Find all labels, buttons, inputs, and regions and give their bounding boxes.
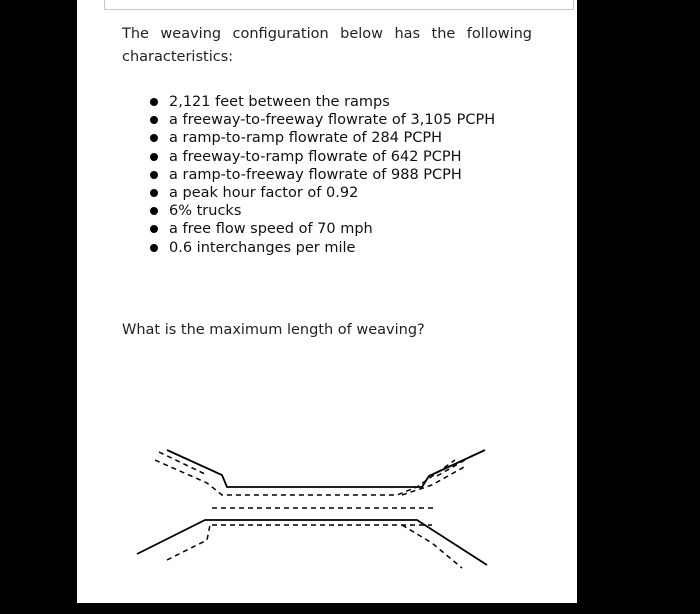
lower-left-dashed-line [167, 525, 210, 560]
intro-text: The weaving configuration below has the following characteristics: [122, 26, 532, 65]
bullet-icon [150, 225, 158, 233]
list-item: a peak hour factor of 0.92 [169, 184, 495, 202]
bullet-icon [150, 98, 158, 106]
upper-far-left-dashed-line [159, 452, 205, 474]
previous-content-box [104, 0, 574, 10]
document-page [77, 0, 577, 603]
bullet-icon [150, 116, 158, 124]
question-text: What is the maximum length of weaving? [122, 322, 425, 338]
list-item: a freeway-to-ramp flowrate of 642 PCPH [169, 148, 495, 166]
list-item: 2,121 feet between the ramps [169, 93, 495, 111]
list-item: a ramp-to-freeway flowrate of 988 PCPH [169, 166, 495, 184]
list-item: a free flow speed of 70 mph [169, 220, 495, 238]
upper-right-dashed-line [402, 467, 464, 495]
bullet-icon [150, 134, 158, 142]
list-item: a freeway-to-freeway flowrate of 3,105 PCPH [169, 111, 495, 129]
weaving-diagram [77, 440, 577, 590]
bullet-icon [150, 189, 158, 197]
bullet-icon [150, 153, 158, 161]
lower-right-dashed-line [402, 525, 462, 568]
characteristics-list [169, 93, 495, 257]
bullet-icon [150, 244, 158, 252]
list-item: 0.6 interchanges per mile [169, 239, 495, 257]
lower-left-ramp-edge [137, 520, 487, 565]
list-item: a ramp-to-ramp flowrate of 284 PCPH [169, 129, 495, 147]
bullet-icon [150, 207, 158, 215]
list-item: 6% trucks [169, 202, 495, 220]
bullet-icon [150, 171, 158, 179]
